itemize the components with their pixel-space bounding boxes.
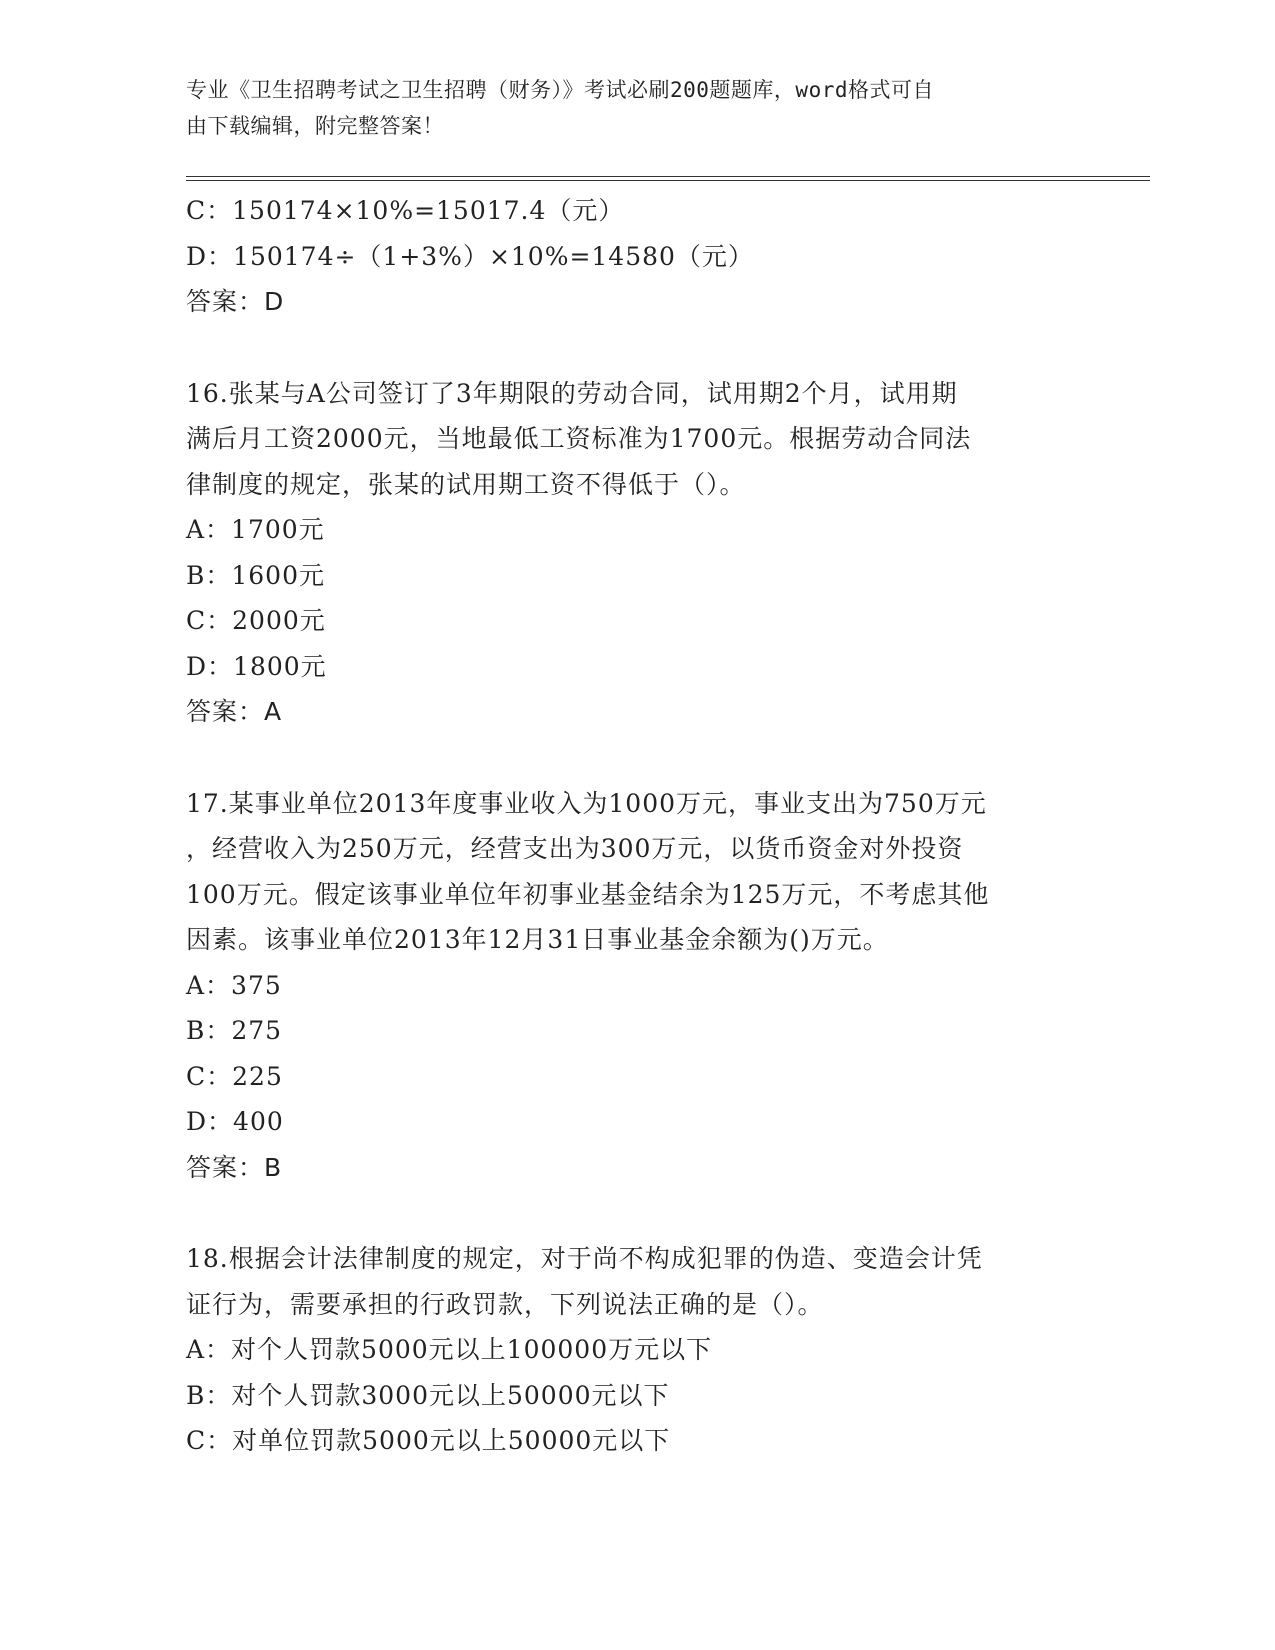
answer-line: 答案：B (186, 1152, 283, 1182)
header-title-line-1: 专业《卫生招聘考试之卫生招聘（财务）》考试必刷200题题库，word格式可自 (186, 78, 934, 102)
question-stem-line: ，经营收入为250万元，经营支出为300万元，以货币资金对外投资 (186, 834, 964, 863)
question-stem-line: 因素。该事业单位2013年12月31日事业基金余额为()万元。 (186, 925, 889, 954)
question-block-17 (186, 781, 1086, 1191)
option-c: C：150174×10%=15017.4（元） (186, 196, 625, 225)
header-divider (186, 176, 1150, 181)
option-c: C：2000元 (186, 606, 326, 635)
document-header (186, 72, 1066, 144)
spacer (186, 735, 1086, 781)
option-c: C：225 (186, 1061, 283, 1091)
document-body (186, 188, 1086, 1464)
answer-line: 答案：A (186, 697, 283, 726)
question-block-15 (186, 188, 1086, 325)
option-b: B：对个人罚款3000元以上50000元以下 (186, 1380, 670, 1410)
question-block-16 (186, 371, 1086, 735)
question-stem-line: 满后月工资2000元，当地最低工资标准为1700元。根据劳动合同法 (186, 424, 972, 453)
option-a: A：1700元 (186, 515, 325, 544)
spacer (186, 1190, 1086, 1236)
option-b: B：275 (186, 1016, 283, 1045)
question-stem-line: 100万元。假定该事业单位年初事业基金结余为125万元，不考虑其他 (186, 879, 990, 909)
option-d: D：1800元 (186, 651, 327, 681)
option-d: D：400 (186, 1107, 284, 1136)
option-a: A：375 (186, 970, 282, 1000)
question-stem-line: 18.根据会计法律制度的规定，对于尚不构成犯罪的伪造、变造会计凭 (186, 1244, 983, 1273)
header-title-line-2: 由下载编辑，附完整答案！ (186, 114, 444, 138)
option-a: A：对个人罚款5000元以上100000万元以下 (186, 1335, 713, 1364)
option-b: B：1600元 (186, 560, 325, 590)
question-block-18 (186, 1236, 1086, 1464)
option-d: D：150174÷（1+3%）×10%=14580（元） (186, 241, 754, 271)
option-c: C：对单位罚款5000元以上50000元以下 (186, 1426, 671, 1455)
question-stem-line: 16.张某与A公司签订了3年期限的劳动合同，试用期2个月，试用期 (186, 378, 958, 408)
question-stem-line: 17.某事业单位2013年度事业收入为1000万元，事业支出为750万元 (186, 788, 987, 818)
spacer (186, 325, 1086, 371)
answer-line: 答案：D (186, 287, 285, 316)
question-stem-line: 律制度的规定，张某的试用期工资不得低于（）。 (186, 469, 746, 499)
question-stem-line: 证行为，需要承担的行政罚款，下列说法正确的是（）。 (186, 1289, 824, 1319)
